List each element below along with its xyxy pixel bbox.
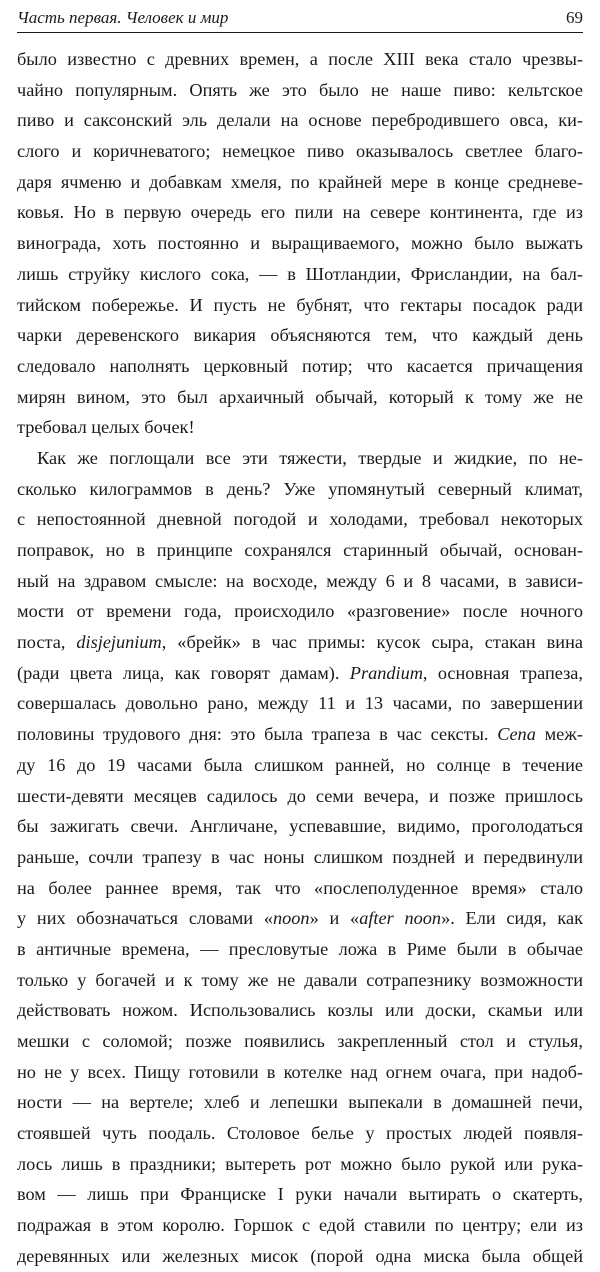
text-line: действовать ножом. Использовались козлы или доски, скамьи или <box>17 1000 583 1021</box>
text-line: стоявшей чуть поодаль. Столовое белье у простых людей появля- <box>17 1123 583 1144</box>
text-line: мости от времени года, происходило «разговение» после ночного <box>17 601 583 622</box>
text-line: лишь струйку кислого сока, — в Шотландии, Фрисландии, на бал- <box>17 263 583 284</box>
text-line: только у богачей и к тому же не давали сотрапезнику возможности <box>17 969 583 990</box>
text-line: винограда, хоть постоянно и выращиваемого, можно было выжать <box>17 233 583 254</box>
body-text <box>17 44 583 1272</box>
running-head-title: Часть первая. Человек и мир <box>17 8 229 27</box>
text-line: поправок, но в принципе сохранялся старинный обычай, основан- <box>17 540 583 560</box>
text-line: у них обозначаться словами «noon» и «after noon». Ели сидя, как <box>17 908 583 929</box>
text-line: ду 16 до 19 часами была слишком ранней, но солнце в течение <box>17 754 583 775</box>
text-line: (ради цвета лица, как говорят дамам). Prandium, основная трапеза, <box>17 662 583 683</box>
text-line: было известно с древних времен, а после XIII века стало чрезвы- <box>17 49 583 69</box>
text-line: лось лишь в праздники; вытереть рот можно было рукой или рука- <box>17 1153 583 1174</box>
text-line: мешки с соломой; позже появились закрепленный стол и стулья, <box>17 1031 583 1051</box>
text-line: сколько килограммов в день? Уже упомянутый северный климат, <box>17 478 583 499</box>
text-line: чарки деревенского викария объясняются тем, что каждый день <box>17 325 583 346</box>
page-number: 69 <box>566 8 583 27</box>
text-line: шести-девяти месяцев садилось до семи вечера, и позже пришлось <box>17 785 583 806</box>
text-line: на более раннее время, так что «послеполуденное время» стало <box>17 877 583 898</box>
header-rule <box>17 32 583 33</box>
text-line: но не у всех. Пищу готовили в котелке над огнем очага, при надоб- <box>17 1061 583 1082</box>
text-line: раньше, сочли трапезу в час ноны слишком поздней и передвинули <box>17 846 583 867</box>
text-line: совершалась довольно рано, между 11 и 13 часами, по завершении <box>17 693 583 714</box>
text-line: вом — лишь при Франциске I руки начали вытирать о скатерть, <box>17 1184 583 1205</box>
text-line: с непостоянной дневной погодой и холодами, требовал некоторых <box>17 509 583 530</box>
text-line: в античные времена, — пресловутые ложа в Риме были в обычае <box>17 938 583 959</box>
text-line: тийском побережье. И пусть не бубнят, что гектары посадок ради <box>17 294 583 315</box>
text-line: подражая в этом королю. Горшок с едой ставили по центру; ели из <box>17 1215 583 1236</box>
text-line: слого и коричневатого; немецкое пиво оказывалось светлее благо- <box>17 141 583 162</box>
text-line: Как же поглощали все эти тяжести, твердые и жидкие, по не- <box>37 447 583 468</box>
text-line: ности — на вертеле; хлеб и лепешки выпекали в домашней печи, <box>17 1092 583 1113</box>
text-line: чайно популярным. Опять же это было не наше пиво: кельтское <box>17 79 583 100</box>
text-line: бы зажигать свечи. Англичане, успевавшие, видимо, проголодаться <box>17 816 583 837</box>
running-head <box>17 6 583 30</box>
text-line: поста, disjejunium, «брейк» в час примы: кусок сыра, стакан вина <box>17 632 583 653</box>
text-line: половины трудового дня: это была трапеза в час сексты. Cena меж- <box>17 724 583 745</box>
text-line: следовало наполнять церковный потир; что касается причащения <box>17 355 583 376</box>
text-line: пиво и саксонский эль делали на основе перебродившего овса, ки- <box>17 110 583 131</box>
text-line: даря ячменю и добавкам хмеля, по крайней мере в конце средневе- <box>17 171 583 192</box>
text-line: ковья. Но в первую очередь его пили на севере континента, где из <box>17 202 583 223</box>
text-line: мирян вином, это был архаичный обычай, который к тому же не <box>17 386 583 407</box>
text-line: требовал целых бочек! <box>17 417 195 438</box>
text-line: деревянных или железных мисок (порой одна миска была общей <box>17 1245 583 1266</box>
text-line: ный на здравом смысле: на восходе, между 6 и 8 часами, в зависи- <box>17 570 583 591</box>
